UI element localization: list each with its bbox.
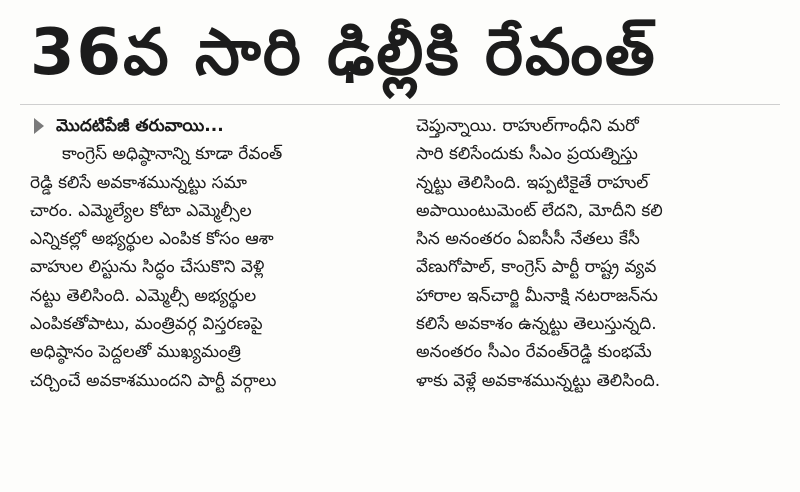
body-line: ఎంపికతోపాటు, మంత్రివర్గ విస్తరణపై [30, 314, 263, 335]
body-line: చారం. ఎమ్మెల్యేల కోటా ఎమ్మెల్సీల [30, 200, 252, 221]
body-line: వేణుగోపాల్, కాంగ్రెస్ పార్టీ రాష్ట్ర వ్యవ [416, 257, 657, 278]
headline: 36వ సారి ఢిల్లీకి రేవంత్ [30, 16, 657, 90]
body-line: నట్టు తెలిసింది. ఎమ్మెల్సీ అభ్యర్థుల [30, 285, 257, 306]
body-line: చెప్తున్నాయి. రాహుల్‌గాంధీని మరో [416, 116, 639, 136]
body-line: అనంతరం సీఎం రేవంత్‌రెడ్డి కుంభమే [416, 342, 652, 363]
body-line: సారి కలిసేందుకు సీఎం ప్రయత్నిస్తు [416, 144, 638, 165]
body-line: అపాయింటుమెంట్ లేదని, మోదీని కలి [416, 200, 663, 221]
headline-divider [20, 104, 780, 105]
continued-from-front-page [30, 112, 388, 140]
continued-label: మొదటిపేజీ తరువాయి... [56, 116, 224, 136]
body-line: రెడ్డి కలిసే అవకాశమున్నట్టు సమా [30, 172, 247, 193]
body-line: అధిష్ఠానం పెద్దలతో ముఖ్యమంత్రి [30, 342, 241, 363]
body-line: న్నట్టు తెలిసింది. ఇప్పటికైతే రాహుల్ [416, 172, 649, 193]
right-column [416, 112, 780, 395]
body-line: వాహుల లిస్టును సిద్ధం చేసుకొని వెళ్లి [30, 257, 265, 278]
body-line: కాంగ్రెస్ అధిష్ఠానాన్ని కూడా రేవంత్ [62, 144, 283, 165]
body-line: కలిసే అవకాశం ఉన్నట్టు తెలుస్తున్నది. [416, 314, 657, 335]
right-triangle-arrow-icon [34, 118, 44, 134]
body-line: సిన అనంతరం ఏఐసీసీ నేతలు కేసీ [416, 229, 640, 250]
body-line: ఎన్నికల్లో అభ్యర్థుల ఎంపిక కోసం ఆశా [30, 229, 274, 250]
body-line: చర్చించే అవకాశముందని పార్టీ వర్గాలు [30, 370, 277, 391]
body-line: ళాకు వెళ్లే అవకాశమున్నట్టు తెలిసింది. [416, 370, 661, 391]
body-line: హారాల ఇన్‌చార్జి మీనాక్షి నటరాజన్‌ను [416, 285, 658, 306]
left-column [30, 112, 388, 395]
